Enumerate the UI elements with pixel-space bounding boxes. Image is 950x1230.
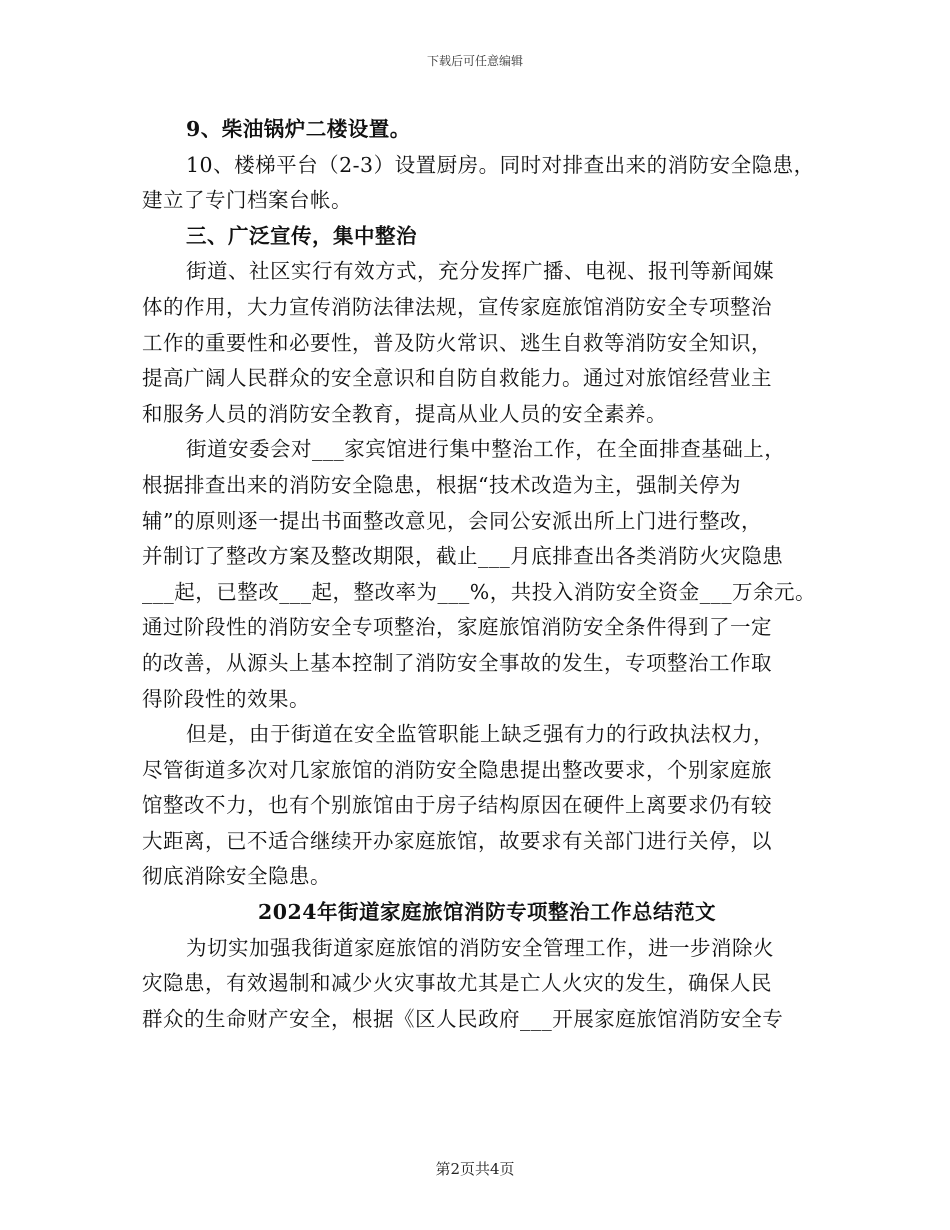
paragraph-1-line: 体的作用，大力宣传消防法律法规，宣传家庭旅馆消防安全专项整治 — [142, 294, 772, 319]
paragraph-4-line: 灾隐患，有效遏制和减少火灾事故尤其是亡人火灾的发生，确保人民 — [142, 971, 772, 996]
document-title: 2024年街道家庭旅馆消防专项整治工作总结范文 — [257, 900, 717, 925]
paragraph-1-line: 提高广阔人民群众的安全意识和自防自救能力。通过对旅馆经营业主 — [142, 366, 772, 391]
paragraph-2-line: 辅”的原则逐一提出书面整改意见，会同公安派出所上门进行整改， — [142, 508, 762, 533]
section-heading-3: 三、广泛宣传，集中整治 — [186, 223, 417, 248]
page-footer: 第2页共4页 — [435, 1160, 515, 1178]
paragraph-4-line: 为切实加强我街道家庭旅馆的消防安全管理工作，进一步消除火 — [186, 935, 774, 960]
paragraph-2-line: 根据排查出来的消防安全隐患，根据“技术改造为主，强制关停为 — [142, 472, 741, 497]
paragraph-3-line: 尽管街道多次对几家旅馆的消防安全隐患提出整改要求，个别家庭旅 — [142, 757, 772, 782]
paragraph-4-line: 群众的生命财产安全，根据《区人民政府___开展家庭旅馆消防安全专 — [142, 1006, 784, 1031]
paragraph-1-line: 街道、社区实行有效方式，充分发挥广播、电视、报刊等新闻媒 — [186, 259, 774, 284]
list-item-10: 10、楼梯平台（2-3）设置厨房。同时对排查出来的消防安全隐患， — [186, 152, 815, 177]
paragraph-2-line: 通过阶段性的消防安全专项整治，家庭旅馆消防安全条件得到了一定 — [142, 615, 772, 640]
paragraph-3-line: 但是，由于街道在安全监管职能上缺乏强有力的行政执法权力， — [186, 722, 774, 747]
paragraph-3-line: 馆整改不力，也有个别旅馆由于房子结构原因在硬件上离要求仍有较 — [142, 793, 772, 818]
paragraph-1-line: 工作的重要性和必要性，普及防火常识、逃生自救等消防安全知识， — [142, 330, 772, 355]
paragraph-1-line: 和服务人员的消防安全教育，提高从业人员的安全素养。 — [142, 401, 667, 426]
paragraph-2-line: 的改善，从源头上基本控制了消防安全事故的发生，专项整治工作取 — [142, 650, 772, 675]
paragraph-3-line: 大距离，已不适合继续开办家庭旅馆，故要求有关部门进行关停，以 — [142, 828, 772, 853]
page-header: 下载后可任意编辑 — [426, 54, 523, 68]
list-item-9: 9、柴油锅炉二楼设置。 — [186, 117, 411, 141]
paragraph-2-line: 街道安委会对___家宾馆进行集中整治工作，在全面排查基础上， — [186, 437, 786, 462]
paragraph-2-line: 并制订了整改方案及整改期限，截止___月底排查出各类消防火灾隐患 — [142, 544, 784, 569]
document-body — [142, 112, 832, 1037]
paragraph-2-line: ___起，已整改___起，整改率为___%，共投入消防安全资金___万余元。 — [142, 579, 816, 604]
body-line: 建立了专门档案台帐。 — [142, 188, 352, 213]
paragraph-3-line: 彻底消除安全隐患。 — [142, 864, 331, 889]
paragraph-2-line: 得阶段性的效果。 — [142, 686, 310, 711]
